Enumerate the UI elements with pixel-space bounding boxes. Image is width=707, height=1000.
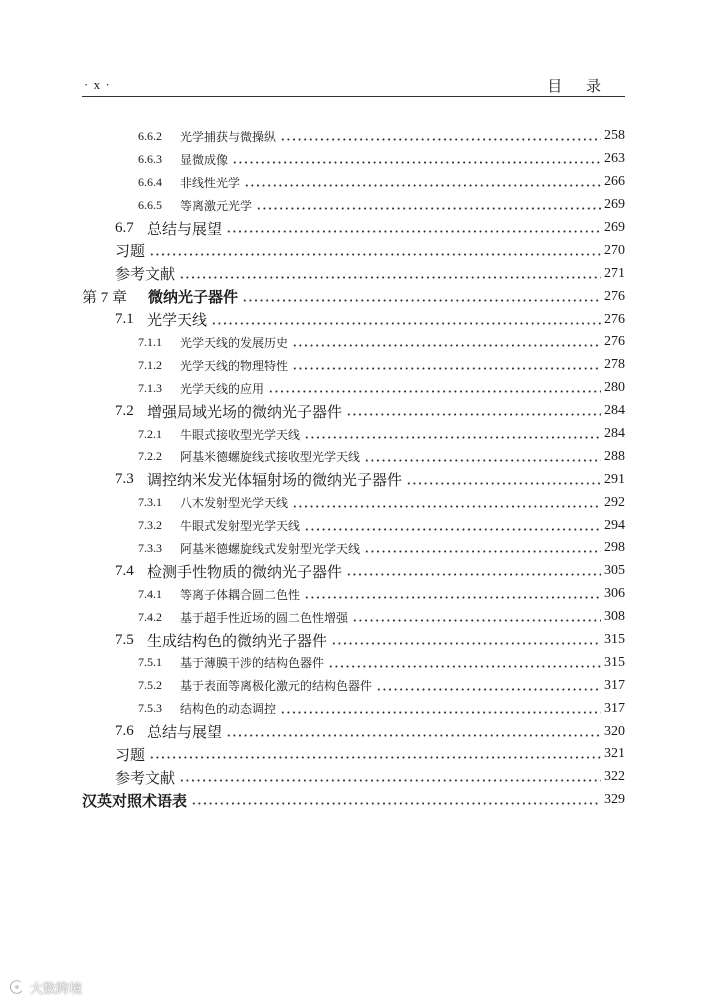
toc-entry	[82, 606, 625, 629]
toc-entry	[82, 583, 625, 606]
entry-page-number: 270	[604, 242, 625, 258]
toc-entry	[82, 560, 625, 583]
entry-number: 7.5	[115, 631, 134, 648]
entry-title: 光学天线的物理特性	[180, 358, 289, 373]
entry-page-number: 284	[604, 426, 625, 442]
dot-leader	[280, 711, 601, 714]
entry-number: 7.1	[115, 311, 134, 328]
entry-page-number: 266	[604, 174, 625, 190]
entry-title: 显微成像	[180, 152, 229, 167]
entry-title: 调控纳米发光体辐射场的微纳光子器件	[147, 473, 403, 490]
dot-leader	[149, 253, 601, 256]
entry-page-number: 292	[604, 494, 625, 510]
entry-page-number: 278	[604, 357, 625, 373]
entry-page-number: 317	[604, 700, 625, 716]
entry-title: 总结与展望	[147, 221, 223, 238]
entry-title: 汉英对照术语表	[82, 793, 188, 810]
dot-leader	[292, 344, 601, 347]
entry-title: 结构色的动态调控	[180, 702, 277, 717]
entry-title: 基于薄膜干涉的结构色器件	[180, 656, 325, 671]
watermark-text: 大数跨境	[30, 981, 83, 997]
dot-leader	[304, 596, 601, 599]
toc-entry	[82, 194, 625, 217]
entry-page-number: 276	[604, 288, 625, 304]
entry-title: 微纳光子器件	[148, 290, 239, 307]
watermark-logo-icon	[8, 978, 26, 996]
entry-title: 八木发射型光学天线	[180, 496, 289, 511]
entry-title: 习题	[115, 244, 146, 261]
entry-page-number: 280	[604, 380, 625, 396]
entry-number: 7.3.3	[138, 540, 162, 555]
toc-entry	[82, 468, 625, 491]
entry-page-number: 284	[604, 403, 625, 419]
entry-page-number: 320	[604, 723, 625, 739]
running-section-title: 目 录	[547, 79, 611, 95]
toc-entry	[82, 651, 625, 674]
entry-page-number: 305	[604, 563, 625, 579]
toc-entry	[82, 491, 625, 514]
entry-page-number: 288	[604, 448, 625, 464]
entry-page-number: 315	[604, 654, 625, 670]
toc-entry	[82, 331, 625, 354]
entry-page-number: 308	[604, 609, 625, 625]
toc-entry	[82, 285, 625, 308]
entry-number: 7.1.1	[138, 334, 162, 349]
entry-number: 6.6.3	[138, 151, 162, 166]
entry-number: 7.4	[115, 562, 134, 579]
dot-leader	[268, 390, 601, 393]
entry-title: 牛眼式发射型光学天线	[180, 519, 301, 534]
toc-entry	[82, 423, 625, 446]
entry-title: 阿基米德螺旋线式发射型光学天线	[180, 541, 361, 556]
entry-number: 7.2	[115, 402, 134, 419]
entry-number: 7.5.2	[138, 678, 162, 693]
dot-leader	[328, 665, 601, 668]
dot-leader	[226, 230, 601, 233]
entry-title: 总结与展望	[147, 725, 223, 742]
entry-page-number: 322	[604, 769, 625, 785]
entry-number: 6.6.5	[138, 197, 162, 212]
entry-page-number: 298	[604, 540, 625, 556]
dot-leader	[346, 413, 601, 416]
dot-leader	[149, 756, 601, 759]
dot-leader	[304, 436, 601, 439]
toc-entry	[82, 445, 625, 468]
toc-entry	[82, 743, 625, 766]
entry-title: 光学天线	[147, 313, 208, 330]
entry-number: 7.3.2	[138, 518, 162, 533]
entry-number: 7.2.1	[138, 426, 162, 441]
entry-title: 光学天线的应用	[180, 381, 265, 396]
entry-title: 参考文献	[115, 267, 176, 284]
entry-number: 6.6.4	[138, 174, 162, 189]
entry-number: 7.5.3	[138, 701, 162, 716]
entry-page-number: 306	[604, 586, 625, 602]
toc-entry	[82, 125, 625, 148]
dot-leader	[364, 550, 601, 553]
dot-leader	[280, 138, 601, 141]
entry-title: 光学天线的发展历史	[180, 335, 289, 350]
entry-page-number: 291	[604, 471, 625, 487]
entry-page-number: 321	[604, 746, 625, 762]
dot-leader	[304, 528, 601, 531]
toc-entry	[82, 377, 625, 400]
dot-leader	[191, 802, 601, 805]
entry-title: 光学捕获与微操纵	[180, 129, 277, 144]
dot-leader	[211, 322, 601, 325]
entry-number: 7.2.2	[138, 449, 162, 464]
entry-title: 习题	[115, 747, 146, 764]
dot-leader	[292, 505, 601, 508]
dot-leader	[346, 573, 601, 576]
entry-title: 牛眼式接收型光学天线	[180, 427, 301, 442]
entry-page-number: 294	[604, 517, 625, 533]
dot-leader	[179, 276, 601, 279]
entry-page-number: 317	[604, 677, 625, 693]
page-number-label: · x ·	[84, 77, 111, 92]
entry-number: 6.6.2	[138, 128, 162, 143]
dot-leader	[352, 619, 601, 622]
entry-page-number: 276	[604, 311, 625, 327]
dot-leader	[232, 161, 601, 164]
entry-page-number: 269	[604, 220, 625, 235]
toc-entry	[82, 514, 625, 537]
entry-number: 7.5.1	[138, 655, 162, 670]
entry-page-number: 263	[604, 151, 625, 167]
dot-leader	[244, 184, 601, 187]
toc-entry	[82, 217, 625, 240]
entry-title: 增强局域光场的微纳光子器件	[147, 404, 343, 421]
entry-page-number: 276	[604, 334, 625, 350]
entry-title: 参考文献	[115, 770, 176, 787]
running-header	[82, 74, 625, 97]
entry-number: 6.7	[115, 219, 134, 236]
toc-entry	[82, 400, 625, 423]
toc-entry	[82, 262, 625, 285]
toc-entry	[82, 239, 625, 262]
toc-entry	[82, 629, 625, 652]
toc-entry	[82, 674, 625, 697]
entry-number: 7.3	[115, 471, 134, 488]
entry-title: 等离激元光学	[180, 198, 253, 213]
toc-entry	[82, 766, 625, 789]
entry-title: 生成结构色的微纳光子器件	[147, 633, 328, 650]
table-of-contents	[82, 125, 625, 812]
toc-entry	[82, 171, 625, 194]
entry-number: 7.1.3	[138, 380, 162, 395]
entry-title: 非线性光学	[180, 175, 241, 190]
dot-leader	[179, 779, 601, 782]
entry-number: 7.1.2	[138, 357, 162, 372]
toc-entry	[82, 537, 625, 560]
entry-page-number: 271	[604, 265, 625, 281]
entry-title: 检测手性物质的微纳光子器件	[147, 564, 343, 581]
dot-leader	[331, 642, 601, 645]
entry-page-number: 315	[604, 632, 625, 648]
toc-entry	[82, 720, 625, 743]
entry-title: 等离子体耦合圆二色性	[180, 587, 301, 602]
toc-entry	[82, 789, 625, 812]
dot-leader	[292, 367, 601, 370]
dot-leader	[256, 207, 601, 210]
dot-leader	[226, 734, 601, 737]
toc-entry	[82, 148, 625, 171]
entry-title: 阿基米德螺旋线式接收型光学天线	[180, 450, 361, 465]
entry-number: 7.4.2	[138, 609, 162, 624]
toc-entry	[82, 354, 625, 377]
entry-number: 第 7 章	[82, 290, 128, 307]
entry-title: 基于表面等离极化激元的结构色器件	[180, 679, 373, 694]
dot-leader	[376, 688, 601, 691]
entry-number: 7.3.1	[138, 495, 162, 510]
entry-number: 7.6	[115, 723, 134, 740]
entry-number: 7.4.1	[138, 586, 162, 601]
toc-entry	[82, 697, 625, 720]
entry-page-number: 258	[604, 128, 625, 144]
watermark	[8, 977, 104, 997]
entry-page-number: 269	[604, 197, 625, 213]
dot-leader	[406, 482, 601, 485]
toc-entry	[82, 308, 625, 331]
entry-title: 基于超手性近场的圆二色性增强	[180, 610, 349, 625]
dot-leader	[364, 459, 601, 462]
dot-leader	[242, 299, 601, 302]
entry-page-number: 329	[604, 792, 625, 808]
